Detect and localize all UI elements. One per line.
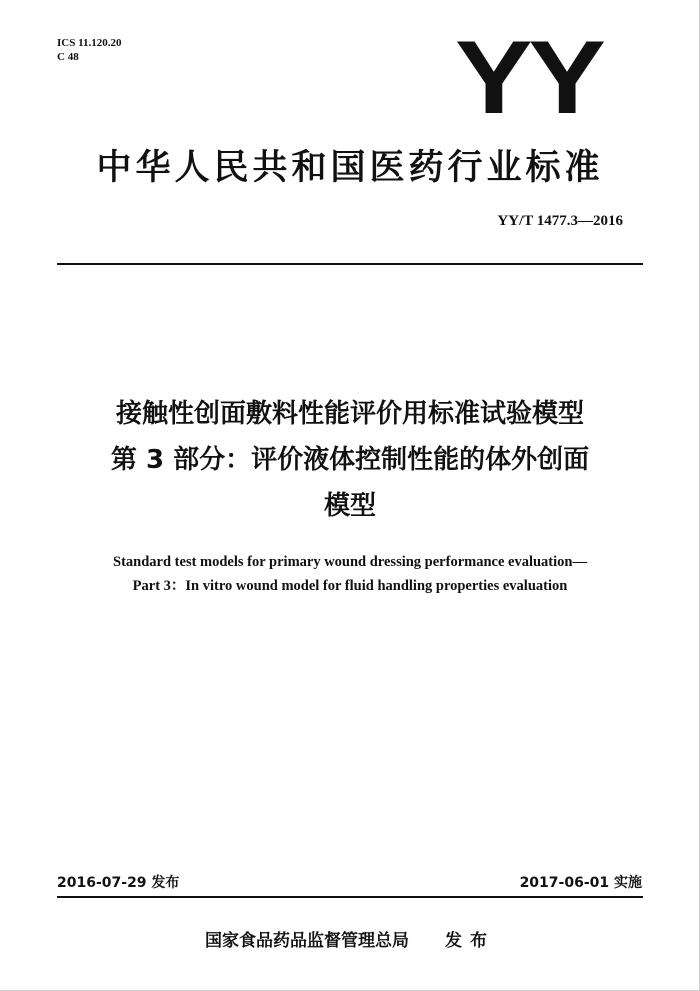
- ics-code: ICS 11.120.20: [57, 37, 122, 49]
- publisher-name: 国家食品药品监督管理总局: [205, 931, 409, 951]
- top-divider: [57, 263, 643, 265]
- chinese-title: [0, 391, 700, 529]
- english-title-line-1: Standard test models for primary wound dressing performance evaluation—: [113, 554, 587, 570]
- classification-codes: [57, 36, 122, 64]
- chinese-title-line-3: 模型: [323, 491, 376, 521]
- ccs-code: C 48: [57, 51, 79, 63]
- standard-number: YY/T 1477.3—2016: [497, 213, 623, 229]
- yy-logo: YY: [455, 20, 602, 136]
- standard-category-title: 中华人民共和国医药行业标准: [96, 148, 604, 188]
- english-title-line-2: Part 3：In vitro wound model for fluid handling properties evaluation: [132, 578, 568, 594]
- bottom-divider: [57, 896, 643, 898]
- issue-date: 2016-07-29 发布: [57, 875, 180, 891]
- chinese-title-line-2: 第 3 部分：评价液体控制性能的体外创面: [110, 445, 590, 475]
- english-title: [0, 550, 700, 598]
- effective-date: 2017-06-01 实施: [519, 875, 642, 891]
- release-label: 发布: [445, 931, 495, 951]
- publisher-line: [0, 930, 700, 952]
- chinese-title-line-1: 接触性创面敷料性能评价用标准试验模型: [115, 399, 584, 429]
